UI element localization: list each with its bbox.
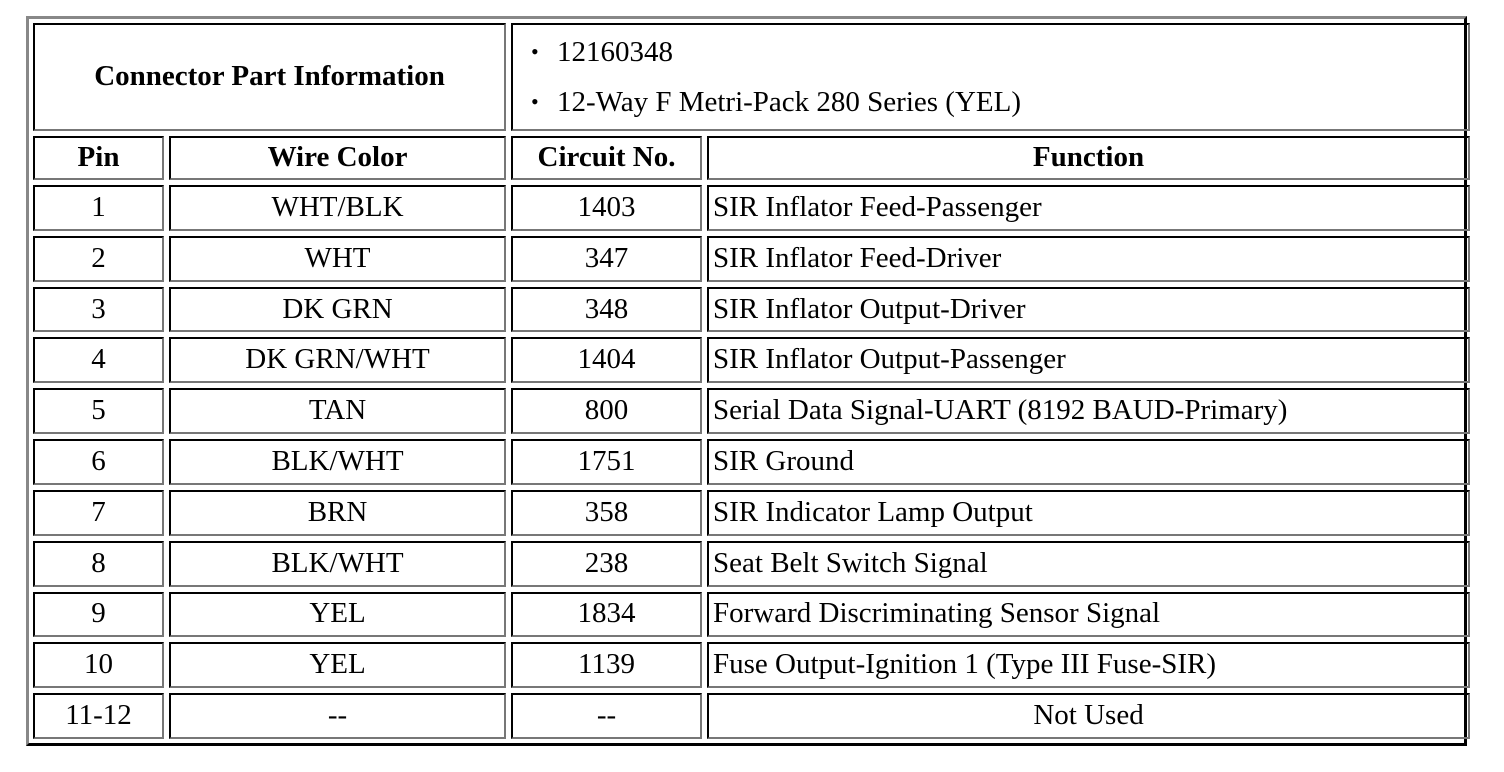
table-row bbox=[33, 185, 1470, 231]
wire-color-cell: YEL bbox=[169, 592, 506, 638]
table-row bbox=[33, 642, 1470, 688]
connector-parts-cell bbox=[511, 23, 1470, 131]
function-cell: SIR Inflator Feed-Passenger bbox=[707, 185, 1470, 231]
circuit-cell: 1139 bbox=[511, 642, 702, 688]
function-cell: Seat Belt Switch Signal bbox=[707, 541, 1470, 587]
table-row bbox=[33, 236, 1470, 282]
function-cell: Fuse Output-Ignition 1 (Type III Fuse-SIR) bbox=[707, 642, 1470, 688]
circuit-cell: 358 bbox=[511, 490, 702, 536]
pin-cell: 2 bbox=[33, 236, 164, 282]
wire-color-cell: DK GRN bbox=[169, 287, 506, 333]
function-cell: SIR Inflator Output-Passenger bbox=[707, 337, 1470, 383]
pin-cell: 5 bbox=[33, 388, 164, 434]
table-row bbox=[33, 592, 1470, 638]
table-row bbox=[33, 490, 1470, 536]
pin-cell: 4 bbox=[33, 337, 164, 383]
pin-cell: 6 bbox=[33, 439, 164, 485]
circuit-cell: 1834 bbox=[511, 592, 702, 638]
column-header-row bbox=[33, 136, 1470, 180]
function-cell: SIR Indicator Lamp Output bbox=[707, 490, 1470, 536]
connector-table bbox=[28, 18, 1475, 744]
pin-cell: 8 bbox=[33, 541, 164, 587]
header-wire-color: Wire Color bbox=[169, 136, 506, 180]
wire-color-cell: -- bbox=[169, 693, 506, 739]
header-pin: Pin bbox=[33, 136, 164, 180]
connector-part-item bbox=[531, 27, 1464, 77]
wire-color-cell: WHT/BLK bbox=[169, 185, 506, 231]
circuit-cell: 1404 bbox=[511, 337, 702, 383]
connector-part-item bbox=[531, 77, 1464, 127]
wire-color-cell: BLK/WHT bbox=[169, 439, 506, 485]
wire-color-cell: YEL bbox=[169, 642, 506, 688]
function-cell: Forward Discriminating Sensor Signal bbox=[707, 592, 1470, 638]
table-row bbox=[33, 439, 1470, 485]
circuit-cell: -- bbox=[511, 693, 702, 739]
bullet-icon: • bbox=[531, 39, 539, 65]
circuit-cell: 800 bbox=[511, 388, 702, 434]
pin-cell: 1 bbox=[33, 185, 164, 231]
circuit-cell: 1403 bbox=[511, 185, 702, 231]
connector-info-row bbox=[33, 23, 1470, 131]
pin-cell: 7 bbox=[33, 490, 164, 536]
pin-cell: 11-12 bbox=[33, 693, 164, 739]
bullet-icon: • bbox=[531, 89, 539, 115]
wire-color-cell: WHT bbox=[169, 236, 506, 282]
connector-part-text: 12160348 bbox=[557, 36, 674, 69]
table-row bbox=[33, 693, 1470, 739]
header-function: Function bbox=[707, 136, 1470, 180]
table-row bbox=[33, 541, 1470, 587]
circuit-cell: 347 bbox=[511, 236, 702, 282]
function-cell: SIR Inflator Feed-Driver bbox=[707, 236, 1470, 282]
pin-cell: 9 bbox=[33, 592, 164, 638]
connector-parts-list bbox=[517, 27, 1464, 127]
circuit-cell: 238 bbox=[511, 541, 702, 587]
connector-info-title: Connector Part Information bbox=[33, 23, 506, 131]
function-cell: SIR Inflator Output-Driver bbox=[707, 287, 1470, 333]
function-cell: Not Used bbox=[707, 693, 1470, 739]
pin-cell: 3 bbox=[33, 287, 164, 333]
table-row bbox=[33, 287, 1470, 333]
function-cell: Serial Data Signal-UART (8192 BAUD-Primary) bbox=[707, 388, 1470, 434]
table-row bbox=[33, 337, 1470, 383]
wire-color-cell: BLK/WHT bbox=[169, 541, 506, 587]
circuit-cell: 1751 bbox=[511, 439, 702, 485]
pin-cell: 10 bbox=[33, 642, 164, 688]
connector-part-text: 12-Way F Metri-Pack 280 Series (YEL) bbox=[557, 86, 1021, 119]
header-circuit: Circuit No. bbox=[511, 136, 702, 180]
circuit-cell: 348 bbox=[511, 287, 702, 333]
wire-color-cell: BRN bbox=[169, 490, 506, 536]
wire-color-cell: TAN bbox=[169, 388, 506, 434]
function-cell: SIR Ground bbox=[707, 439, 1470, 485]
wire-color-cell: DK GRN/WHT bbox=[169, 337, 506, 383]
table-row bbox=[33, 388, 1470, 434]
